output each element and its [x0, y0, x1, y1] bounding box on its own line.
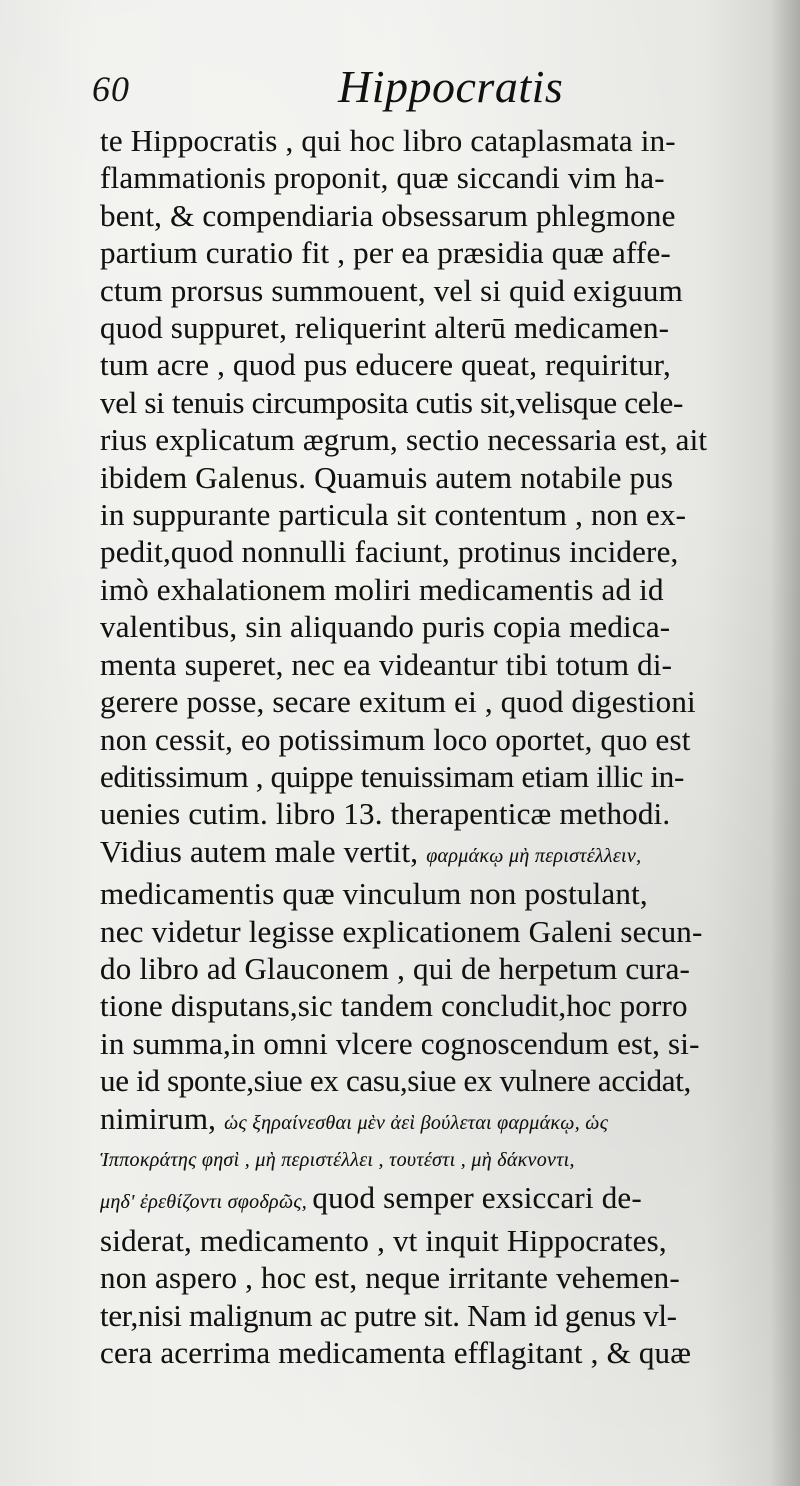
text-line: pedit,quod nonnulli faciunt, protinus incidere,	[100, 534, 679, 570]
text-line: te Hippocratis , qui hoc libro cataplasmata in-	[100, 123, 676, 158]
text-line: non cessit, eo potissimum loco oportet, quo est	[100, 721, 691, 757]
text-line: nec videtur legisse explicationem Galeni secun-	[100, 913, 703, 949]
text-line: menta superet, nec ea videantur tibi totum di-	[100, 646, 673, 682]
text-line: ibidem Galenus. Quamuis autem notabile pus	[100, 459, 674, 495]
text-line: flammationis proponit, quæ siccandi vim ha-	[100, 160, 665, 196]
text-line: ue id sponte,siue ex casu,siue ex vulnere accidat,	[100, 1063, 691, 1099]
text-line: bent, & compendiaria obsessarum phlegmone	[100, 197, 676, 233]
text-line: partium curatio fit , per ea præsidia quæ affe-	[100, 235, 671, 271]
text-line: editissimum , quippe tenuissimam etiam illic in-	[100, 758, 685, 794]
text-line: rius explicatum ægrum, sectio necessaria est, ait	[100, 422, 708, 458]
latin-text: nimirum,	[100, 1100, 225, 1136]
page-number: 60	[92, 69, 130, 109]
page-header	[0, 0, 800, 110]
running-head: Hippocratis	[338, 61, 564, 112]
text-line: valentibus, sin aliquando puris copia medica-	[100, 609, 671, 645]
text-line: gerere posse, secare exitum ei , quod digestioni	[100, 684, 696, 720]
text-line: vel si tenuis circumposita cutis sit,velisque cele-	[100, 384, 684, 420]
text-line: non aspero , hoc est, neque irritante vehemen-	[100, 1260, 680, 1296]
text-line: in suppurante particula sit contentum , non ex-	[100, 497, 687, 533]
text-line: ter,nisi malignum ac putre sit. Nam id genus vl-	[100, 1297, 677, 1333]
text-line	[100, 1142, 760, 1179]
text-line: in summa,in omni vlcere cognoscendum est, si-	[100, 1025, 700, 1061]
text-line	[100, 1100, 760, 1142]
text-line: quod suppuret, reliquerint alterū medicamen-	[100, 310, 670, 346]
greek-text: Ἱπποκράτης φησὶ , μὴ περιστέλλει , τουτέστι , μὴ δάκνοντι,	[100, 1148, 575, 1171]
latin-text: Vidius autem male vertit,	[100, 833, 427, 869]
body-text	[100, 122, 760, 1371]
greek-text: μηδ' ἐρεθίζοντι σφοδρῶς,	[100, 1191, 313, 1214]
text-line: imò exhalationem moliri medicamentis ad id	[100, 571, 664, 607]
greek-text: ὡς ξηραίνεσθαι μὲν ἀεὶ βούλεται φαρμάκῳ, ὡς	[224, 1111, 609, 1134]
text-line: medicamentis quæ vinculum non postulant,	[100, 876, 648, 912]
latin-text: quod semper exsiccari de-	[312, 1180, 642, 1216]
greek-text: φαρμάκῳ μὴ περιστέλλειν,	[426, 844, 642, 867]
text-line: tum acre , quod pus educere queat, requiritur,	[100, 347, 671, 383]
text-line: cera acerrima medicamenta efflagitant , & quæ	[100, 1335, 692, 1370]
text-line: tione disputans,sic tandem concludit,hoc porro	[100, 988, 688, 1024]
text-line: ctum prorsus summouent, vel si quid exiguum	[100, 272, 683, 308]
text-line: siderat, medicamento , vt inquit Hippocrates,	[100, 1222, 667, 1258]
text-line	[100, 833, 760, 875]
text-line: do libro ad Glauconem , qui de herpetum cura-	[100, 950, 691, 986]
text-line: uenies cutim. libro 13. therapenticæ methodi.	[100, 796, 671, 832]
text-line	[100, 1179, 760, 1221]
